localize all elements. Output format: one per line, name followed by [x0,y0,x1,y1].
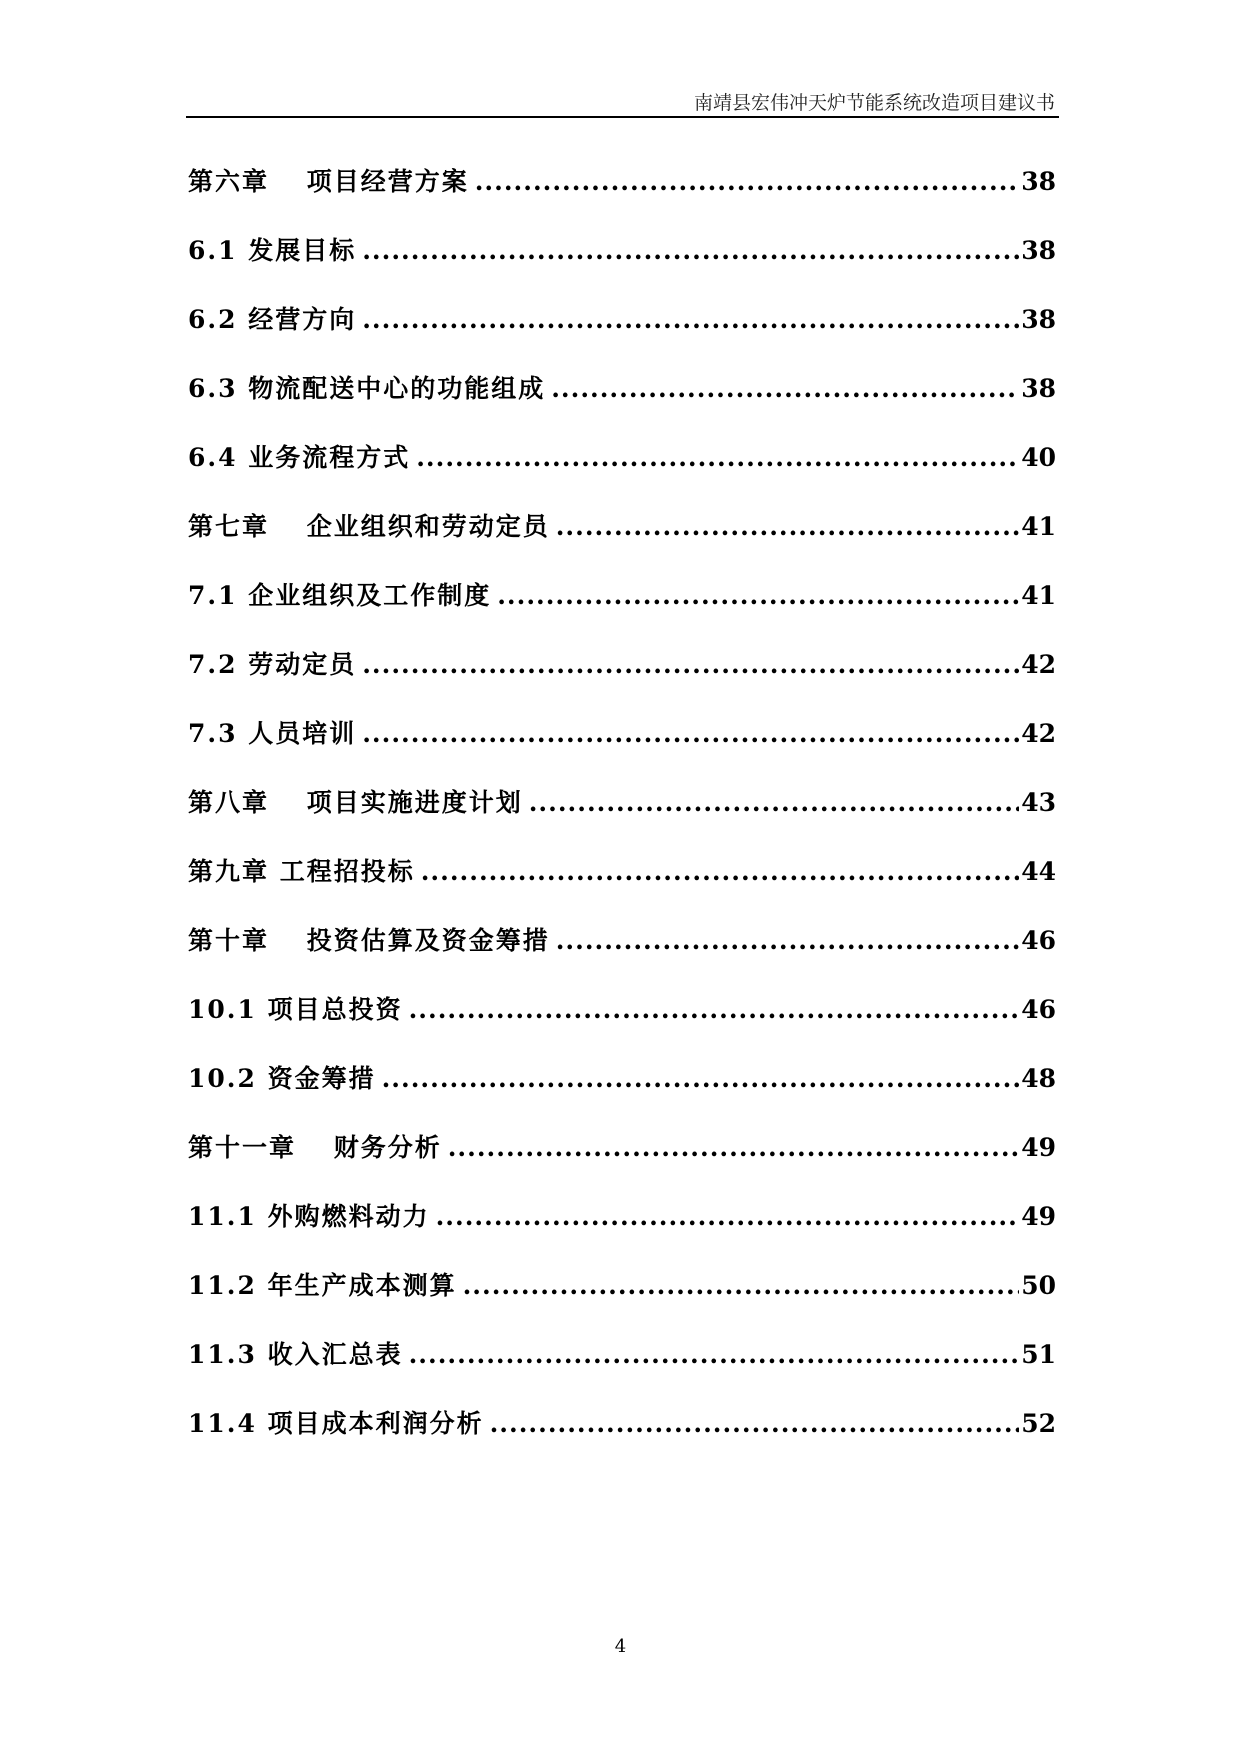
toc-entry-page: 38 [1021,374,1056,403]
toc-entry-page: 41 [1021,512,1056,541]
toc-entry-label: 第八章 项目实施进度计划 [188,788,523,817]
toc-entry[interactable] [188,852,1056,892]
page-number: 4 [614,1636,627,1657]
toc-dot-leader [490,1409,1020,1438]
toc-entry-label: 10.2 资金筹措 [188,1064,376,1093]
toc-entry-page: 50 [1021,1271,1056,1300]
toc-entry[interactable] [188,645,1056,685]
toc-entry[interactable] [188,1197,1056,1237]
toc-entry-label: 7.2 劳动定员 [188,650,357,679]
toc-entry[interactable] [188,1335,1056,1375]
toc-dot-leader [409,1340,1020,1369]
toc-dot-leader [463,1271,1020,1300]
toc-entry-page: 46 [1021,995,1056,1024]
toc-entry[interactable] [188,990,1056,1030]
toc-dot-leader [556,512,1019,541]
toc-dot-leader [362,719,1019,748]
toc-entry-page: 41 [1021,581,1056,610]
toc-entry[interactable] [188,369,1056,409]
toc-entry-page: 44 [1021,857,1056,886]
toc-entry[interactable] [188,1128,1056,1168]
toc-dot-leader [416,443,1019,472]
toc-entry[interactable] [188,1404,1056,1444]
toc-dot-leader [362,305,1019,334]
toc-entry-label: 第六章 项目经营方案 [188,167,469,196]
toc-entry-page: 51 [1021,1340,1056,1369]
toc-entry-page: 49 [1021,1133,1056,1162]
toc-entry-page: 42 [1021,719,1056,748]
toc-entry[interactable] [188,1266,1056,1306]
toc-entry-page: 38 [1021,305,1056,334]
toc-entry-label: 11.1 外购燃料动力 [188,1202,430,1231]
toc-entry[interactable] [188,921,1056,961]
toc-dot-leader [362,650,1019,679]
toc-dot-leader [529,788,1019,817]
toc-entry-page: 52 [1021,1409,1056,1438]
toc-dot-leader [556,926,1019,955]
toc-entry-label: 第十章 投资估算及资金筹措 [188,926,550,955]
toc-dot-leader [421,857,1019,886]
toc-entry-label: 6.2 经营方向 [188,305,357,334]
toc-dot-leader [362,236,1019,265]
toc-entry-label: 第七章 企业组织和劳动定员 [188,512,550,541]
toc-entry-page: 38 [1021,236,1056,265]
toc-entry[interactable] [188,438,1056,478]
toc-entry-label: 6.1 发展目标 [188,236,357,265]
toc-entry-label: 6.3 物流配送中心的功能组成 [188,374,546,403]
toc-entry-label: 11.4 项目成本利润分析 [188,1409,484,1438]
toc-entry-page: 38 [1021,167,1056,196]
toc-entry[interactable] [188,231,1056,271]
toc-entry[interactable] [188,576,1056,616]
toc-dot-leader [497,581,1019,610]
toc-dot-leader [551,374,1019,403]
toc-dot-leader [448,1133,1019,1162]
page-header [186,86,1059,118]
toc-entry[interactable] [188,783,1056,823]
toc-dot-leader [409,995,1020,1024]
toc-dot-leader [382,1064,1020,1093]
toc-entry-label: 7.1 企业组织及工作制度 [188,581,492,610]
toc-entry[interactable] [188,714,1056,754]
toc-entry-label: 10.1 项目总投资 [188,995,403,1024]
toc-entry-label: 7.3 人员培训 [188,719,357,748]
toc-entry-label: 11.3 收入汇总表 [188,1340,403,1369]
toc-entry-page: 42 [1021,650,1056,679]
document-title: 南靖县宏伟冲天炉节能系统改造项目建议书 [693,92,1055,114]
toc-dot-leader [475,167,1019,196]
toc-entry[interactable] [188,1059,1056,1099]
toc-entry-label: 第九章 工程招投标 [188,857,415,886]
toc-entry[interactable] [188,300,1056,340]
toc-entry-label: 6.4 业务流程方式 [188,443,411,472]
toc-entry-label: 第十一章 财务分析 [188,1133,442,1162]
toc-entry-label: 11.2 年生产成本测算 [188,1271,457,1300]
toc-entry-page: 43 [1021,788,1056,817]
toc-entry-page: 48 [1021,1064,1056,1093]
toc-dot-leader [436,1202,1020,1231]
toc-entry[interactable] [188,162,1056,202]
toc-entry[interactable] [188,507,1056,547]
toc-entry-page: 49 [1021,1202,1056,1231]
toc-entry-page: 46 [1021,926,1056,955]
toc-entry-page: 40 [1021,443,1056,472]
